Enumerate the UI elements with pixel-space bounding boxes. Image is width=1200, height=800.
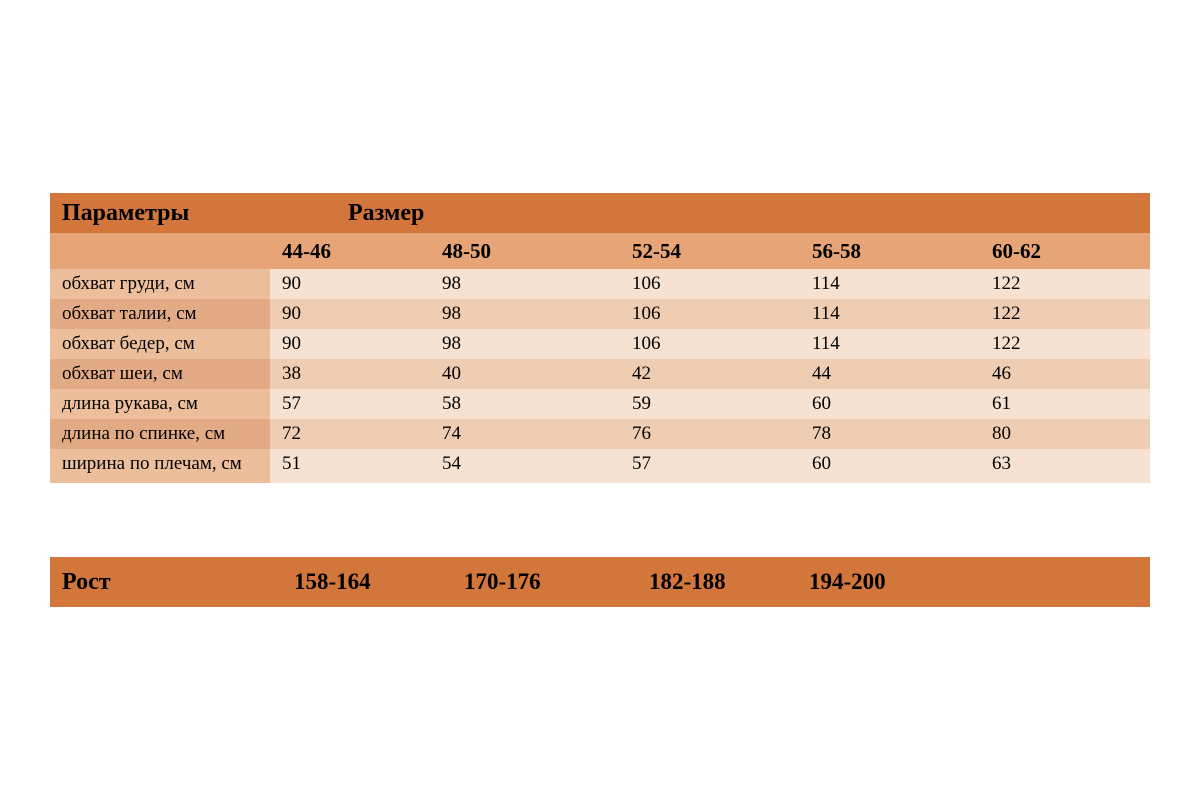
table-header-band	[50, 193, 1150, 233]
row-value: 122	[980, 329, 1150, 359]
table-row	[50, 269, 1150, 299]
row-value: 106	[620, 269, 800, 299]
row-value: 74	[430, 419, 620, 449]
size-chart-table	[50, 193, 1150, 483]
size-column-header: 48-50	[430, 233, 620, 269]
height-value: 194-200	[805, 557, 1150, 607]
height-value: 158-164	[290, 557, 460, 607]
height-value: 182-188	[645, 557, 805, 607]
row-value: 122	[980, 299, 1150, 329]
row-value: 61	[980, 389, 1150, 419]
row-value: 98	[430, 269, 620, 299]
row-value: 114	[800, 329, 980, 359]
row-label: ширина по плечам, см	[50, 449, 270, 483]
row-label: обхват груди, см	[50, 269, 270, 299]
row-label: длина рукава, см	[50, 389, 270, 419]
sizes-row	[50, 233, 1150, 269]
row-value: 57	[270, 389, 430, 419]
row-label: обхват талии, см	[50, 299, 270, 329]
row-value: 114	[800, 299, 980, 329]
size-column-header: 44-46	[270, 233, 430, 269]
table-row	[50, 389, 1150, 419]
size-column-header: 60-62	[980, 233, 1150, 269]
table-row	[50, 419, 1150, 449]
table-row	[50, 449, 1150, 483]
row-value: 54	[430, 449, 620, 483]
row-value: 122	[980, 269, 1150, 299]
height-label: Рост	[50, 557, 290, 607]
row-value: 76	[620, 419, 800, 449]
sizes-row-empty-cell	[50, 233, 270, 269]
row-value: 98	[430, 329, 620, 359]
size-column-header: 52-54	[620, 233, 800, 269]
row-value: 51	[270, 449, 430, 483]
row-value: 42	[620, 359, 800, 389]
row-value: 114	[800, 269, 980, 299]
table-row	[50, 299, 1150, 329]
row-value: 59	[620, 389, 800, 419]
row-value: 60	[800, 449, 980, 483]
row-value: 58	[430, 389, 620, 419]
parameters-header: Параметры	[50, 193, 270, 233]
row-label: длина по спинке, см	[50, 419, 270, 449]
row-value: 63	[980, 449, 1150, 483]
table-row	[50, 329, 1150, 359]
height-table	[50, 557, 1150, 607]
row-value: 106	[620, 299, 800, 329]
row-value: 80	[980, 419, 1150, 449]
row-value: 46	[980, 359, 1150, 389]
row-value: 57	[620, 449, 800, 483]
table-row	[50, 359, 1150, 389]
row-value: 106	[620, 329, 800, 359]
row-value: 38	[270, 359, 430, 389]
row-value: 44	[800, 359, 980, 389]
row-value: 72	[270, 419, 430, 449]
row-value: 90	[270, 269, 430, 299]
row-label: обхват шеи, см	[50, 359, 270, 389]
size-header: Размер	[270, 193, 1150, 233]
height-row	[50, 557, 1150, 607]
row-value: 90	[270, 329, 430, 359]
row-value: 40	[430, 359, 620, 389]
size-column-header: 56-58	[800, 233, 980, 269]
row-value: 78	[800, 419, 980, 449]
row-value: 98	[430, 299, 620, 329]
row-value: 90	[270, 299, 430, 329]
row-label: обхват бедер, см	[50, 329, 270, 359]
row-value: 60	[800, 389, 980, 419]
height-value: 170-176	[460, 557, 645, 607]
